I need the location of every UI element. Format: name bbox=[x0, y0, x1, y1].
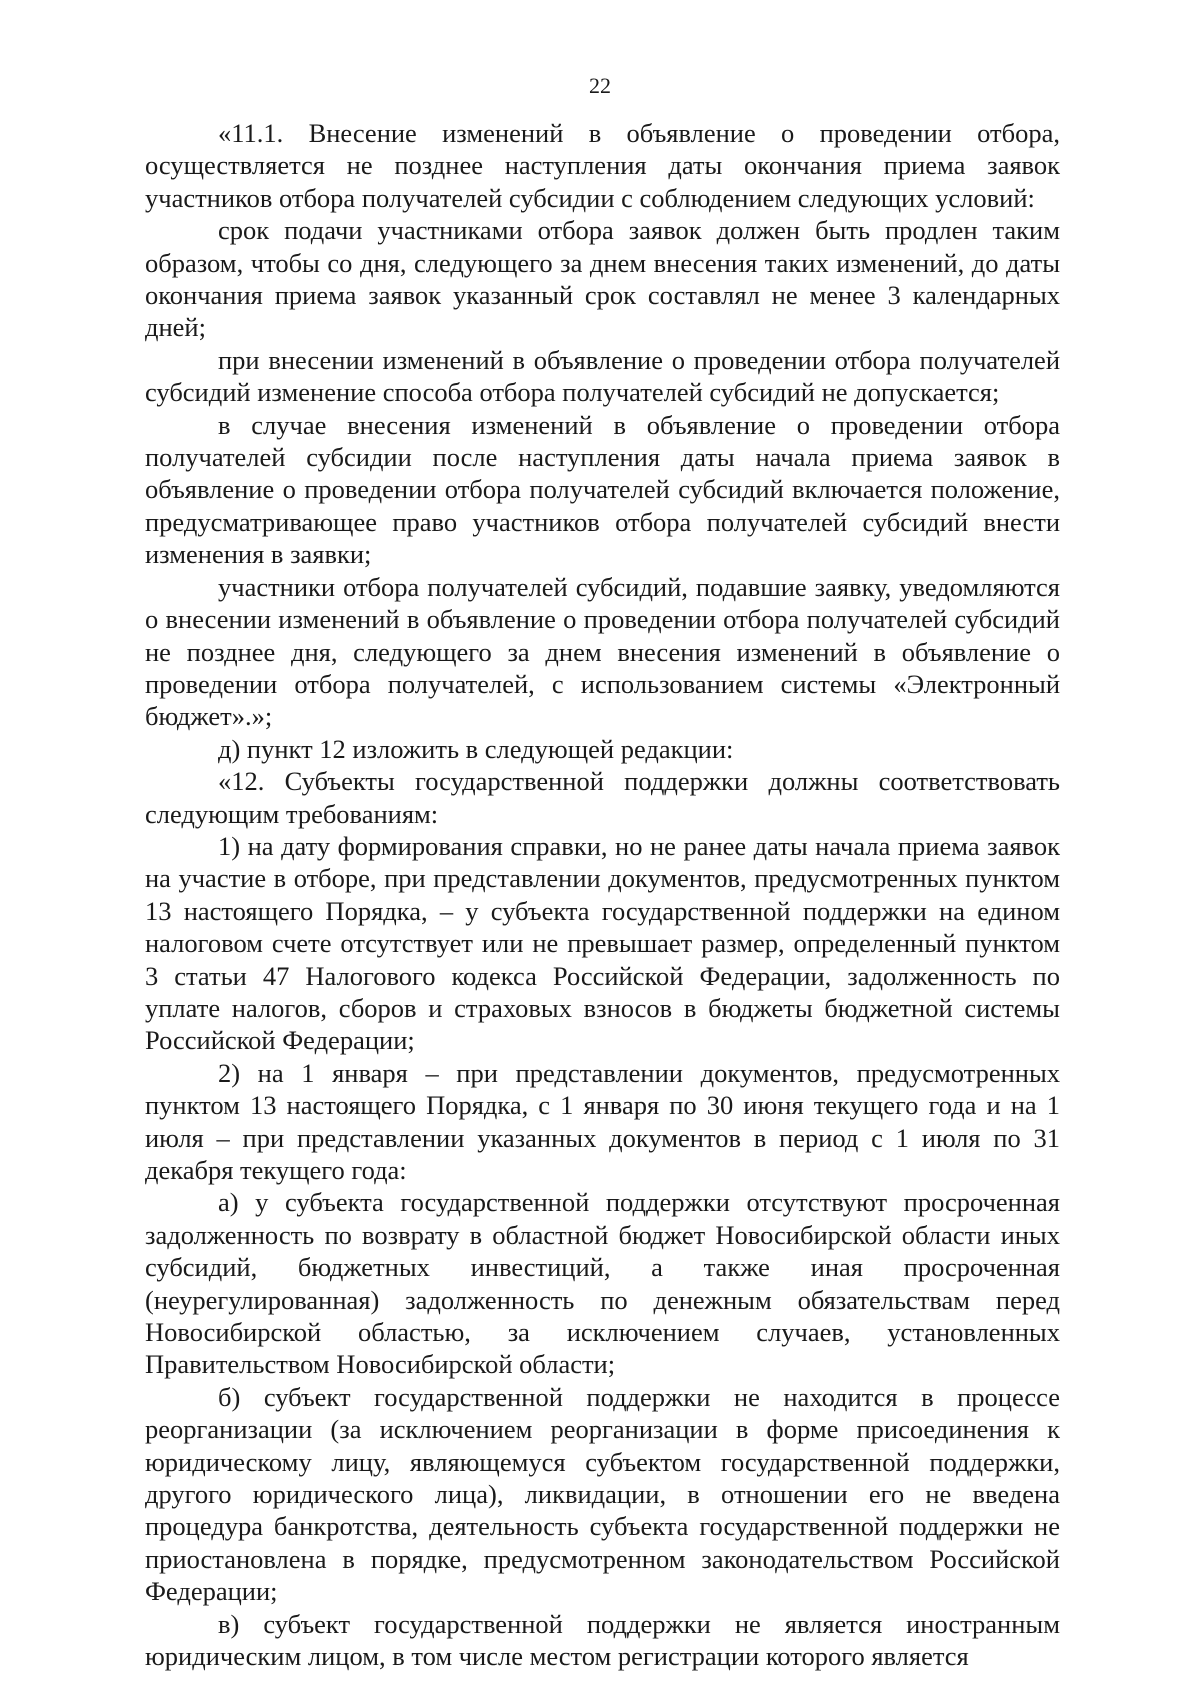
paragraph-item-d: д) пункт 12 изложить в следующей редакции: bbox=[218, 733, 734, 764]
paragraph-right-to-amend: в случае внесения изменений в объявление о проведении отбора получателей субсидии после наступления даты начала приема заявок в объявление о проведении отбора получателей субсидий включается положение, предусматривающее право участников отбора получателей субсидий внести изменения в заявки; bbox=[145, 409, 1060, 570]
paragraph-subitem-v: в) субъект государственной поддержки не является иностранным юридическим лицом, в том числе местом регистрации которого является bbox=[145, 1608, 1060, 1672]
page-number: 22 bbox=[589, 73, 611, 98]
paragraph-requirement-1: 1) на дату формирования справки, но не ранее даты начала приема заявок на участие в отборе, при представлении документов, предусмотренных пунктом 13 настоящего Порядка, – у субъекта государственной поддержки на едином налоговом счете отсутствует или не превышает размер, определенный пунктом 3 статьи 47 Налогового кодекса Российской Федерации, задолженность по уплате налогов, сборов и страховых взносов в бюджеты бюджетной системы Российской Федерации; bbox=[145, 830, 1060, 1056]
paragraph-11-1-intro: «11.1. Внесение изменений в объявление о проведении отбора, осуществляется не позднее наступления даты окончания приема заявок участников отбора получателей субсидии с соблюдением следующих условий: bbox=[145, 118, 1060, 213]
document-body bbox=[145, 117, 1060, 1673]
paragraph-deadline-extension: срок подачи участниками отбора заявок должен быть продлен таким образом, чтобы со дня, следующего за днем внесения таких изменений, до даты окончания приема заявок указанный срок составлял не менее 3 календарных дней; bbox=[145, 215, 1060, 343]
paragraph-requirement-2: 2) на 1 января – при представлении документов, предусмотренных пунктом 13 настоящего Порядка, с 1 января по 30 июня текущего года и на 1 июля – при представлении указанных документов в период с 1 июля по 31 декабря текущего года: bbox=[145, 1057, 1060, 1185]
paragraph-method-change: при внесении изменений в объявление о проведении отбора получателей субсидий изменение способа отбора получателей субсидий не допускается; bbox=[145, 344, 1060, 408]
paragraph-subitem-a: а) у субъекта государственной поддержки отсутствуют просроченная задолженность по возврату в областной бюджет Новосибирской области иных субсидий, бюджетных инвестиций, а также иная просроченная (неурегулированная) задолженность по денежным обязательствам перед Новосибирской областью, за исключением случаев, установленных Правительством Новосибирской области; bbox=[145, 1187, 1060, 1380]
paragraph-subitem-b: б) субъект государственной поддержки не находится в процессе реорганизации (за исключением реорганизации в форме присоединения к юридическому лицу, являющемуся субъектом государственной поддержки, другого юридического лица), ликвидации, в отношении его не введена процедура банкротства, деятельность субъекта государственной поддержки не приостановлена в порядке, предусмотренном законодательством Российской Федерации; bbox=[145, 1381, 1060, 1607]
paragraph-12-intro: «12. Субъекты государственной поддержки должны соответствовать следующим требованиям: bbox=[145, 766, 1060, 829]
paragraph-notification: участники отбора получателей субсидий, подавшие заявку, уведомляются о внесении изменений в объявление о проведении отбора получателей субсидий не позднее дня, следующего за днем внесения изменений в объявление о проведении отбора получателей, с использованием системы «Электронный бюджет».»; bbox=[145, 571, 1060, 732]
